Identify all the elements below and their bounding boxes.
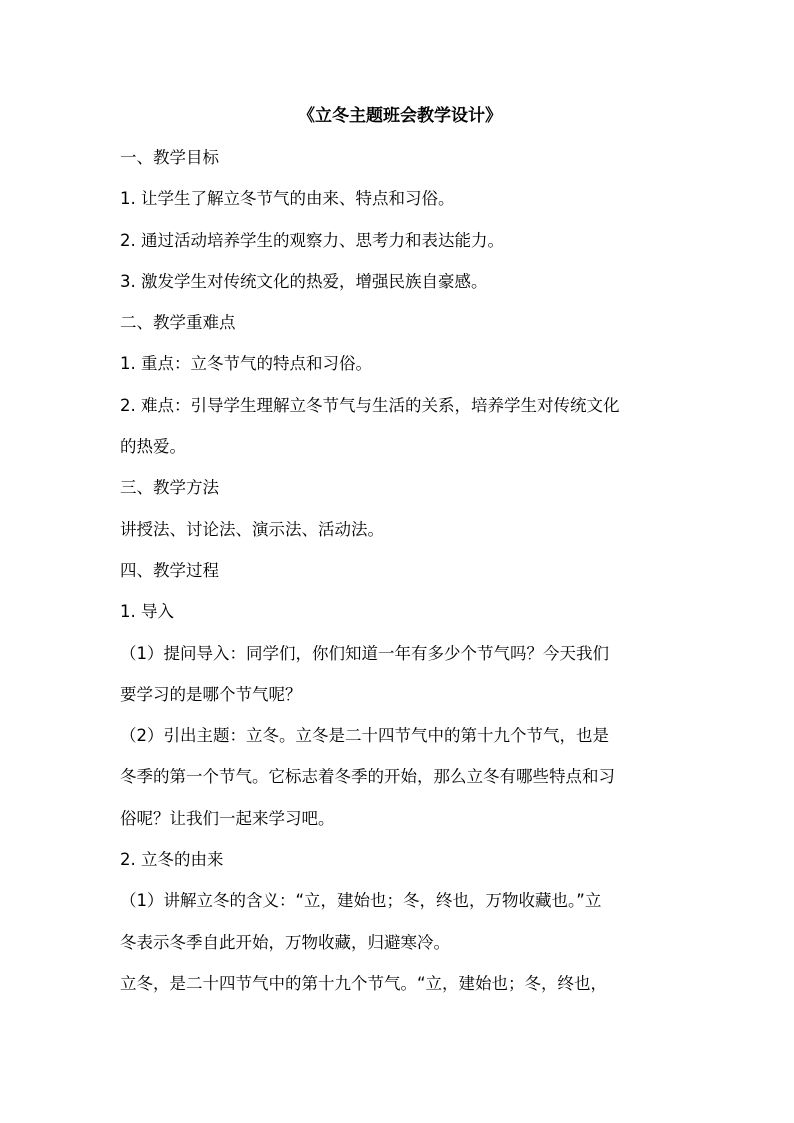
- paragraph-line: 立冬，是二十四节气中的第十九个节气。“立，建始也；冬，终也，: [120, 973, 608, 993]
- paragraph-line: 冬季的第一个节气。它标志着冬季的开始，那么立冬有哪些特点和习: [120, 767, 615, 787]
- paragraph-line: 俗呢？让我们一起来学习吧。: [120, 808, 335, 828]
- subheading-introduction: 1. 导入: [120, 602, 174, 622]
- paragraph-line: 1. 让学生了解立冬节气的由来、特点和习俗。: [120, 189, 455, 209]
- paragraph-line: 冬表示冬季自此开始，万物收藏，归避寒冷。: [120, 932, 450, 952]
- paragraph-line: 讲授法、讨论法、演示法、活动法。: [120, 519, 384, 539]
- paragraph-line: 2. 难点：引导学生理解立冬节气与生活的关系，培养学生对传统文化: [120, 395, 620, 415]
- section-heading-key-points: 二、教学重难点: [120, 313, 236, 333]
- document-page: [120, 96, 680, 1004]
- paragraph-line: 2. 通过活动培养学生的观察力、思考力和表达能力。: [120, 230, 504, 250]
- paragraph-line: 3. 激发学生对传统文化的热爱，增强民族自豪感。: [120, 271, 488, 291]
- document-title: 《立冬主题班会教学设计》: [298, 106, 502, 126]
- subheading-origin: 2. 立冬的由来: [120, 850, 224, 870]
- section-heading-objectives: 一、教学目标: [120, 148, 219, 167]
- paragraph-line: （2）引出主题：立冬。立冬是二十四节气中的第十九个节气，也是: [120, 726, 609, 746]
- paragraph-line: 1. 重点：立冬节气的特点和习俗。: [120, 354, 372, 374]
- paragraph-line: 的热爱。: [120, 437, 186, 457]
- paragraph-line: （1）提问导入：同学们，你们知道一年有多少个节气吗？今天我们: [120, 643, 609, 663]
- paragraph-line: （1）讲解立冬的含义：“立，建始也；冬，终也，万物收藏也。”立: [120, 891, 602, 911]
- section-heading-process: 四、教学过程: [120, 560, 219, 580]
- section-heading-methods: 三、教学方法: [120, 478, 219, 498]
- paragraph-line: 要学习的是哪个节气呢？: [120, 684, 302, 704]
